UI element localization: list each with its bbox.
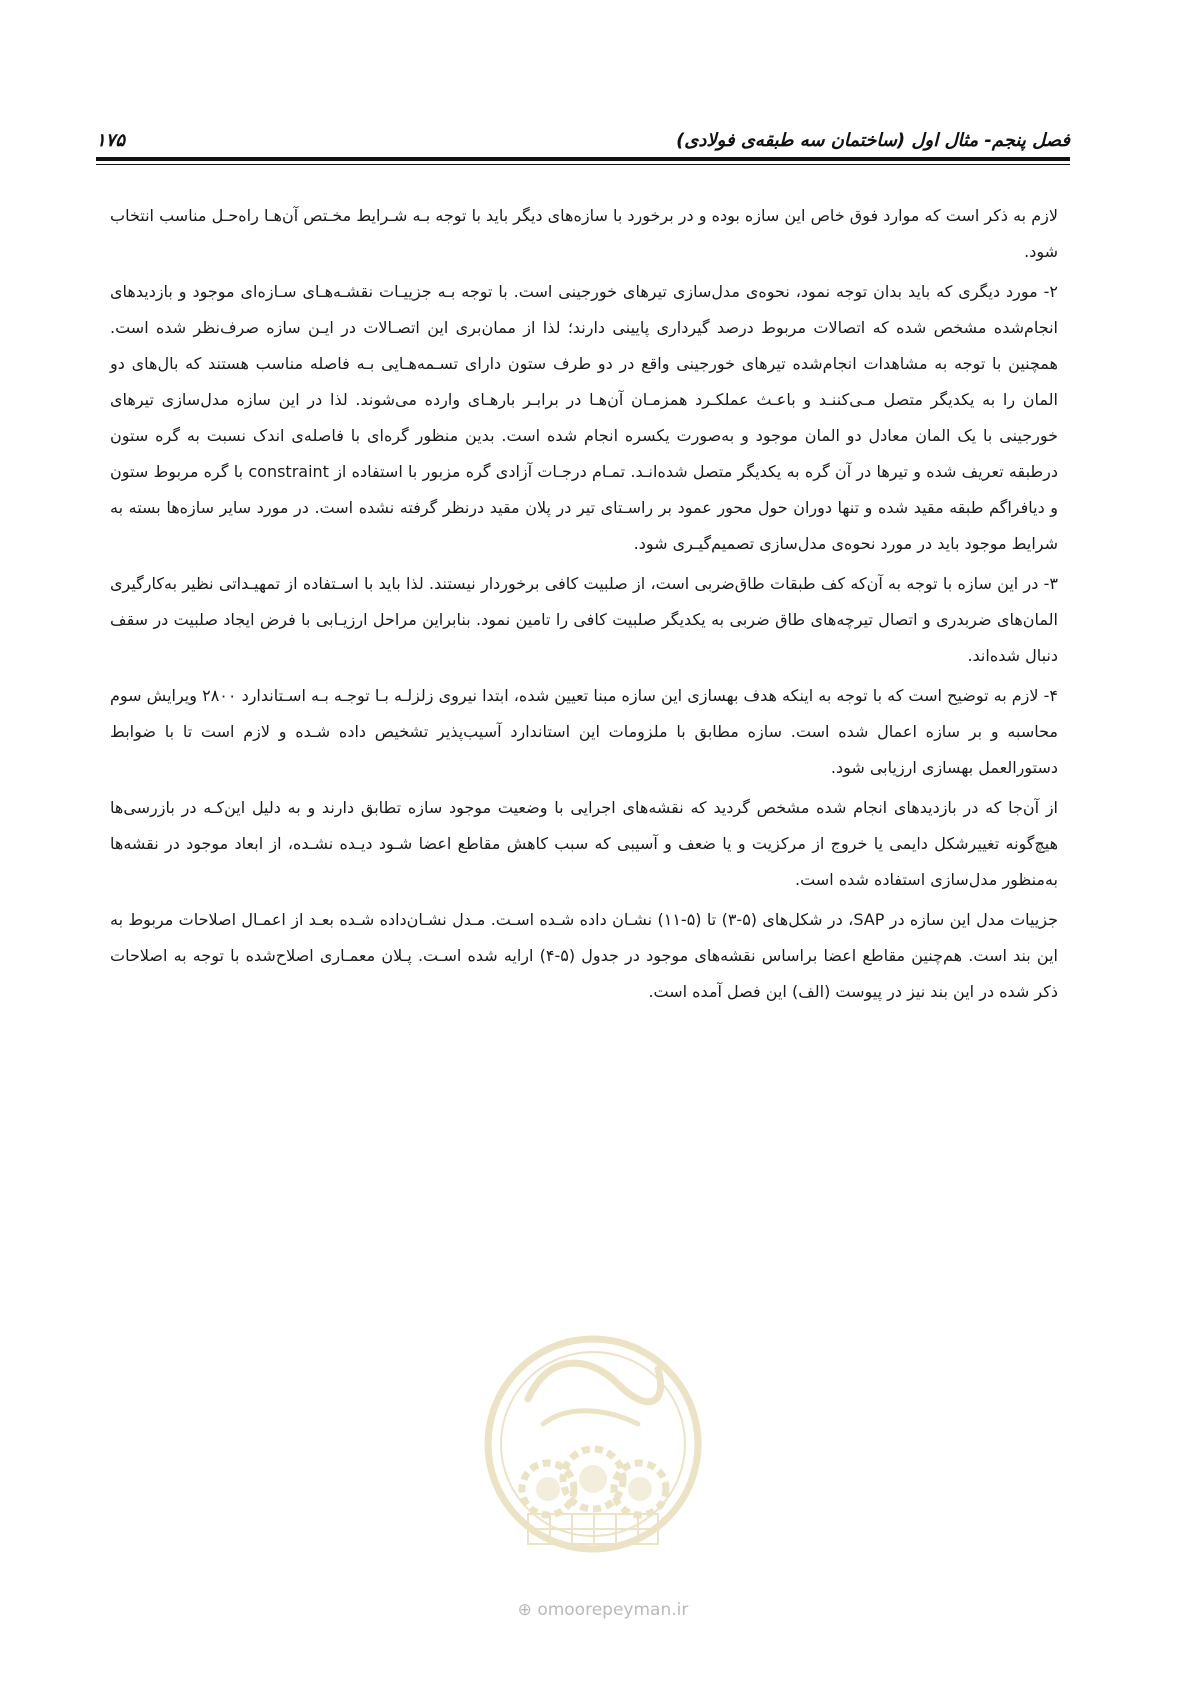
paragraph-5: از آن‌جا که در بازدیدهای انجام شده مشخص گردید که نقشه‌های اجرایی با وضعیت موجود سازه تطابق دارند و به دلیل این‌کـه در بازرسی‌ها هیچ‌گونه تغییرشکل دایمی یا خروج از مرکزیت و یا ضعف و آسیبی که سبب کاهش مقاطع اعضا شـود دیـده نشـده، از ابعاد موجود در نقشه‌ها به‌منظور مدل‌سازی استفاده شده است.: [110, 798, 1058, 889]
watermark-url: [493, 1600, 713, 1620]
paragraph-2: ۲- مورد دیگری که باید بدان توجه نمود، نحوه‌ی مدل‌سازی تیرهای خورجینی است. با توجه بـه جزییـات نقشـه‌هـای سـازه‌ای موجود و بازدیدهای انجام‌شده مشخص شده که اتصالات مربوط درصد گیرداری پایینی دارند؛ لذا از ممان‌بری این اتصـالات در ایـن سازه صرف‌نظر شده است. همچنین با توجه به مشاهدات انجام‌شده تیرهای خورجینی واقع در دو طرف ستون دارای تسـمه‌هـایی بـه فاصله مناسب هستند که بال‌های دو المان را به یکدیگر متصل مـی‌کننـد و باعـث عملکـرد همزمـان آن‌هـا در برابـر بارهـای وارده می‌شوند. لذا در این سازه مدل‌سازی تیرهای خورجینی با یک المان معادل دو المان موجود و به‌صورت یکسره انجام شده است. بدین منظور گره‌ای با فاصله‌ی اندک نسبت به گره ستون درطبقه تعریف شده و تیرها در آن گره به یکدیگر متصل شده‌انـد. تمـام درجـات آزادی گره مزبور با استفاده از constraint با گره مربوط ستون و دیافراگم طبقه مقید شده و تنها دوران حول محور عمود بر راسـتای تیر در پلان مقید درنظر گرفته نشده است. در مورد سایر سازه‌ها بسته به شرایط موجود باید در مورد نحوه‌ی مدل‌سازی تصمیم‌گیـری شود.: [110, 282, 1058, 553]
header-rule-thin: [96, 164, 1070, 165]
page-number: ۱۷۵: [96, 130, 126, 151]
paragraph-4: ۴- لازم به توضیح است که با توجه به اینکه هدف بهسازی این سازه مبنا تعیین شده، ابتدا نیروی زلزلـه بـا توجـه بـه اسـتاندارد ۲۸۰۰ ویرایش سوم محاسبه و بر سازه اعمال شده است. سازه مطابق با ملزومات این استاندارد آسیب‌پذیر تشخیص داده شـده و لازم است تا با ضوابط دستورالعمل بهسازی ارزیابی شود.: [110, 686, 1059, 777]
paragraph-3: ۳- در این سازه با توجه به آن‌که کف طبقات طاق‌ضربی است، از صلبیت کافی برخوردار نیستند. لذا باید با اسـتفاده از تمهیـداتی نظیر به‌کارگیری المان‌های ضربدری و اتصال تیرچه‌های طاق ضربی به یکدیگر صلبیت کافی را تامین نمود. بنابراین مراحل ارزیـابی با فرض ایجاد صلبیت در سقف دنبال شده‌اند.: [110, 574, 1058, 665]
globe-icon: ⊕: [517, 1600, 532, 1620]
watermark-url-text: omoorepeyman.ir: [537, 1600, 689, 1620]
header-rule-thick: [96, 157, 1070, 161]
paragraph-6: جزییات مدل این سازه در SAP، در شکل‌های (۵-۳) تا (۵-۱۱) نشـان داده شـده اسـت. مـدل نشـان‌داده شـده بعـد از اعمـال اصلاحات مربوط به این بند است. هم‌چنین مقاطع اعضا براساس نقشه‌های موجود در جدول (۵-۴) ارایه شده اسـت. پـلان معمـاری اصلاح‌شده با توجه به اصلاحات ذکر شده در این بند نیز در پیوست (الف) این فصل آمده است.: [110, 910, 1059, 1001]
paragraph-1: لازم به ذکر است که موارد فوق خاص این سازه بوده و در برخورد با سازه‌های دیگر باید با توجه بـه شـرایط مخـتص آن‌هـا راه‌حـل مناسب انتخاب شود.: [110, 206, 1058, 261]
chapter-title: فصل پنجم- مثال اول (ساختمان سه طبقه‌ی فولادی): [676, 130, 1070, 151]
body-text: [110, 198, 1058, 1014]
page-header: [96, 126, 1070, 160]
watermark-logo: [468, 1314, 718, 1614]
